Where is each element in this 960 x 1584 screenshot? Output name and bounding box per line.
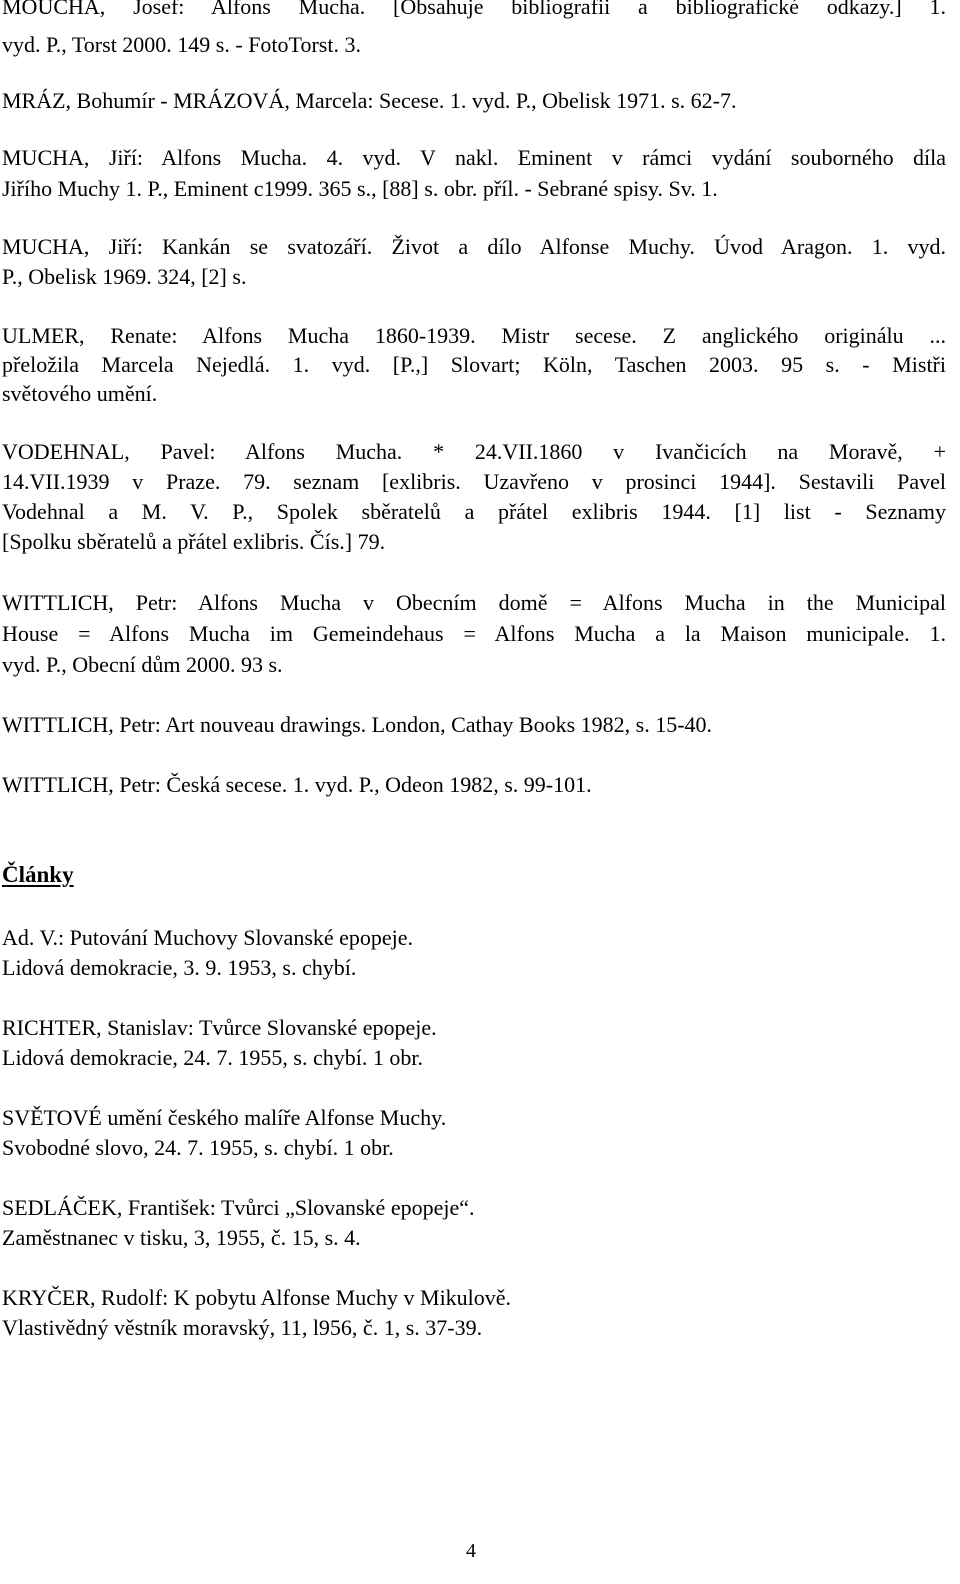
- entry-line: Ad. V.: Putování Muchovy Slovanské epopeje.: [2, 925, 414, 950]
- entry-line: 14.VII.1939 v Praze. 79. seznam [exlibris. Uzavřeno v prosinci 1944]. Sestavili Pavel: [2, 469, 946, 494]
- page-number: 4: [466, 1540, 476, 1562]
- entry-line: MUCHA, Jiří: Alfons Mucha. 4. vyd. V nakl. Eminent v rámci vydání souborného díla: [2, 145, 946, 170]
- entry-line: House = Alfons Mucha im Gemeindehaus = Alfons Mucha a la Maison municipale. 1.: [2, 621, 946, 646]
- entry-line: SEDLÁČEK, František: Tvůrci „Slovanské epopeje“.: [2, 1195, 475, 1220]
- entry-line: přeložila Marcela Nejedlá. 1. vyd. [P.,] Slovart; Köln, Taschen 2003. 95 s. - Mistři: [2, 352, 946, 377]
- entry-line: ULMER, Renate: Alfons Mucha 1860-1939. Mistr secese. Z anglického originálu ...: [2, 323, 946, 348]
- entry-line: Jiřího Muchy 1. P., Eminent c1999. 365 s., [88] s. obr. příl. - Sebrané spisy. Sv. 1.: [2, 176, 718, 201]
- entry-line: RICHTER, Stanislav: Tvůrce Slovanské epopeje.: [2, 1015, 437, 1040]
- entry-line: Zaměstnanec v tisku, 3, 1955, č. 15, s. 4.: [2, 1225, 361, 1250]
- entry-line: Svobodné slovo, 24. 7. 1955, s. chybí. 1 obr.: [2, 1135, 394, 1160]
- entry-line: SVĚTOVÉ umění českého malíře Alfonse Muchy.: [2, 1105, 447, 1130]
- entry-line: MRÁZ, Bohumír - MRÁZOVÁ, Marcela: Secese. 1. vyd. P., Obelisk 1971. s. 62-7.: [2, 88, 737, 113]
- entry-line: KRYČER, Rudolf: K pobytu Alfonse Muchy v Mikulově.: [2, 1285, 512, 1310]
- entry-line: WITTLICH, Petr: Alfons Mucha v Obecním domě = Alfons Mucha in the Municipal: [2, 590, 946, 615]
- entry-line: Lidová demokracie, 3. 9. 1953, s. chybí.: [2, 955, 357, 980]
- entry-line: Lidová demokracie, 24. 7. 1955, s. chybí. 1 obr.: [2, 1045, 423, 1070]
- entry-line: MOUCHA, Josef: Alfons Mucha. [Obsahuje bibliografii a bibliografické odkazy.] 1.: [2, 0, 946, 19]
- entry-line: vyd. P., Torst 2000. 149 s. - FotoTorst. 3.: [2, 32, 361, 57]
- entry-line: WITTLICH, Petr: Česká secese. 1. vyd. P., Odeon 1982, s. 99-101.: [2, 772, 592, 797]
- entry-line: MUCHA, Jiří: Kankán se svatozáří. Život a dílo Alfonse Muchy. Úvod Aragon. 1. vyd.: [2, 234, 946, 259]
- section-heading-articles: Články: [2, 862, 74, 887]
- entry-line: VODEHNAL, Pavel: Alfons Mucha. * 24.VII.1860 v Ivančicích na Moravě, +: [2, 439, 946, 464]
- entry-line: P., Obelisk 1969. 324, [2] s.: [2, 264, 247, 289]
- entry-line: světového umění.: [2, 381, 158, 406]
- entry-line: vyd. P., Obecní dům 2000. 93 s.: [2, 652, 283, 677]
- entry-line: Vlastivědný věstník moravský, 11, l956, č. 1, s. 37-39.: [2, 1315, 483, 1340]
- entry-line: [Spolku sběratelů a přátel exlibris. Čís.] 79.: [2, 529, 386, 554]
- entry-line: WITTLICH, Petr: Art nouveau drawings. London, Cathay Books 1982, s. 15-40.: [2, 712, 713, 737]
- entry-line: Vodehnal a M. V. P., Spolek sběratelů a přátel exlibris 1944. [1] list - Seznamy: [2, 499, 946, 524]
